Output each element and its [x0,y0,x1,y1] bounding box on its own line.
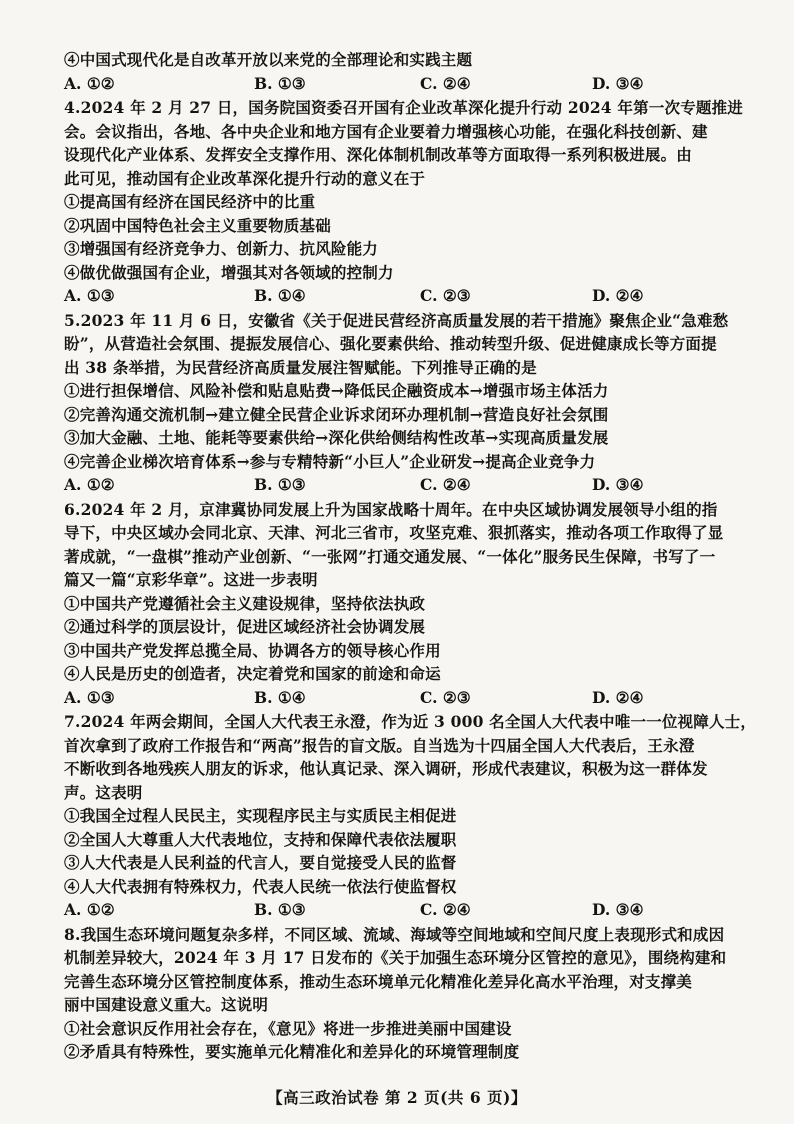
answer-choice-a: A. ①③ [64,286,115,305]
answer-choice-a: A. ①② [64,900,115,919]
stem-line: 设现代化产业体系、发挥安全支撑作用、深化体制机制改革等方面取得一系列积极进展。由 [64,145,693,164]
option-statement: ③增强国有经济竞争力、创新力、抗风险能力 [64,239,379,258]
stem-line: 8.我国生态环境问题复杂多样，不同区域、流域、海域等空间地域和空间尺度上表现形式和成因 [64,924,725,944]
stem-line: 声。这表明 [64,782,143,802]
option-statement: ②全国人大尊重人大代表地位，支持和保障代表依法履职 [64,829,457,849]
q3-option-4: ④中国式现代化是自改革开放以来党的全部理论和实践主题 [64,50,473,69]
option-statement: ③人大代表是人民利益的代言人，要自觉接受人民的监督 [64,853,457,872]
answer-choice-c: C. ②③ [420,687,471,707]
answer-choice-d: D. ②④ [592,286,644,305]
stem-line: 5.2023 年 11 月 6 日，安徽省《关于促进民营经济高质量发展的若干措施》聚焦企业“急难愁 [64,310,729,330]
question-8 [64,923,744,1064]
option-statement: ②矛盾具有特殊性，要实施单元化精准化和差异化的环境管理制度 [64,1042,520,1061]
answer-choices [64,473,744,497]
stem-line: 著成就，“一盘棋”推动产业创新、“一张网”打通交通发展、“一体化”服务民生保障，书写了一 [64,546,716,566]
question-stem [64,498,744,592]
stem-line: 盼”，从营造社会氛围、提振发展信心、强化要素供给、推动转型升级、促进健康成长等方面提 [64,334,717,353]
option-statement: ③中国共产党发挥总揽全局、协调各方的领导核心作用 [64,640,441,660]
question-stem [64,309,744,380]
stem-line: 首次拿到了政府工作报告和“两高”报告的盲文版。自当选为十四届全国人大代表后，王永澄 [64,735,695,755]
option-statement: ③加大金融、土地、能耗等要素供给→深化供给侧结构性改革→实现高质量发展 [64,428,609,447]
stem-line: 出 38 条举措，为民营经济高质量发展注智赋能。下列推导正确的是 [64,357,537,377]
option-statement: ④人大代表拥有特殊权力，代表人民统一依法行使监督权 [64,876,457,896]
answer-choice-d: D. ②④ [592,687,644,707]
answer-choice-d: D. ③④ [592,475,644,494]
option-statement: ①社会意识反作用社会存在，《意见》将进一步推进美丽中国建设 [64,1018,512,1038]
answer-choice-c: C. ②④ [420,900,471,919]
stem-line: 不断收到各地残疾人朋友的诉求，他认真记录、深入调研，形成代表建议，积极为这一群体发 [64,759,708,778]
stem-line: 篇又一篇“京彩华章”。这进一步表明 [64,570,318,589]
q3-answer-a: A. ①② [64,73,115,93]
stem-line: 完善生态环境分区管控制度体系，推动生态环境单元化精准化差异化高水平治理，对支撑美 [64,971,693,991]
answer-choices [64,898,744,922]
answer-choice-b: B. ①④ [254,687,306,707]
q3-answer-b: B. ①③ [254,73,306,93]
question-5 [64,309,744,497]
option-statement: ①我国全过程人民民主，实现程序民主与实质民主相促进 [64,806,457,825]
stem-line: 6.2024 年 2 月，京津冀协同发展上升为国家战略十周年。在中央区域协调发展领导小组的指 [64,499,718,519]
stem-line: 此可见，推动国有企业改革深化提升行动的意义在于 [64,168,426,188]
q3-answers [64,72,744,96]
option-statement: ①进行担保增信、风险补偿和贴息贴费→降低民企融资成本→增强市场主体活力 [64,381,609,400]
answer-choice-d: D. ③④ [592,900,644,919]
stem-line: 导下，中央区域办会同北京、天津、河北三省市，攻坚克难、狠抓落实，推动各项工作取得了显 [64,523,724,542]
question-6 [64,498,744,710]
stem-line: 4.2024 年 2 月 27 日，国务院国资委召开国有企业改革深化提升行动 2024 年第一次专题推进 [64,98,743,117]
question-stem [64,923,744,1017]
stem-line: 会。会议指出，各地、各中央企业和地方国有企业要着力增强核心功能，在强化科技创新、建 [64,121,708,141]
exam-page [64,48,757,1064]
question-stem [64,96,744,190]
question-list [64,96,757,1064]
question-4 [64,96,744,308]
option-statement: ④完善企业梯次培育体系→参与专精特新“小巨人”企业研发→提高企业竞争力 [64,451,596,471]
option-statement: ④做优做强国有企业，增强其对各领域的控制力 [64,262,394,282]
stem-line: 7.2024 年两会期间，全国人大代表王永澄，作为近 3 000 名全国人大代表中唯一一位视障人士， [64,712,757,731]
q3-answer-d: D. ③④ [592,73,644,93]
answer-choice-c: C. ②④ [420,475,471,494]
option-statement: ①中国共产党遵循社会主义建设规律，坚持依法执政 [64,593,426,613]
question-7 [64,710,757,922]
option-statement: ①提高国有经济在国民经济中的比重 [64,192,316,211]
q3-answer-c: C. ②④ [420,73,471,93]
stem-line: 丽中国建设意义重大。这说明 [64,995,269,1014]
answer-choices [64,686,744,710]
answer-choice-c: C. ②③ [420,286,471,305]
answer-choice-a: A. ①③ [64,687,115,707]
page-footer: 【高三政治试卷 第 2 页(共 6 页)】 [267,1088,527,1107]
question-stem [64,710,757,804]
option-statement: ②通过科学的顶层设计，促进区域经济社会协调发展 [64,617,426,636]
option-statement: ④人民是历史的创造者，决定着党和国家的前途和命运 [64,664,441,683]
answer-choice-b: B. ①③ [254,900,306,919]
answer-choice-b: B. ①③ [254,475,306,494]
answer-choice-b: B. ①④ [254,286,306,305]
option-statement: ②完善沟通交流机制→建立健全民营企业诉求闭环办理机制→营造良好社会氛围 [64,404,609,424]
answer-choice-a: A. ①② [64,475,115,494]
stem-line: 机制差异较大，2024 年 3 月 17 日发布的《关于加强生态环境分区管控的意见》，围绕构建和 [64,948,727,967]
answer-choices [64,284,744,308]
option-statement: ②巩固中国特色社会主义重要物质基础 [64,215,331,235]
